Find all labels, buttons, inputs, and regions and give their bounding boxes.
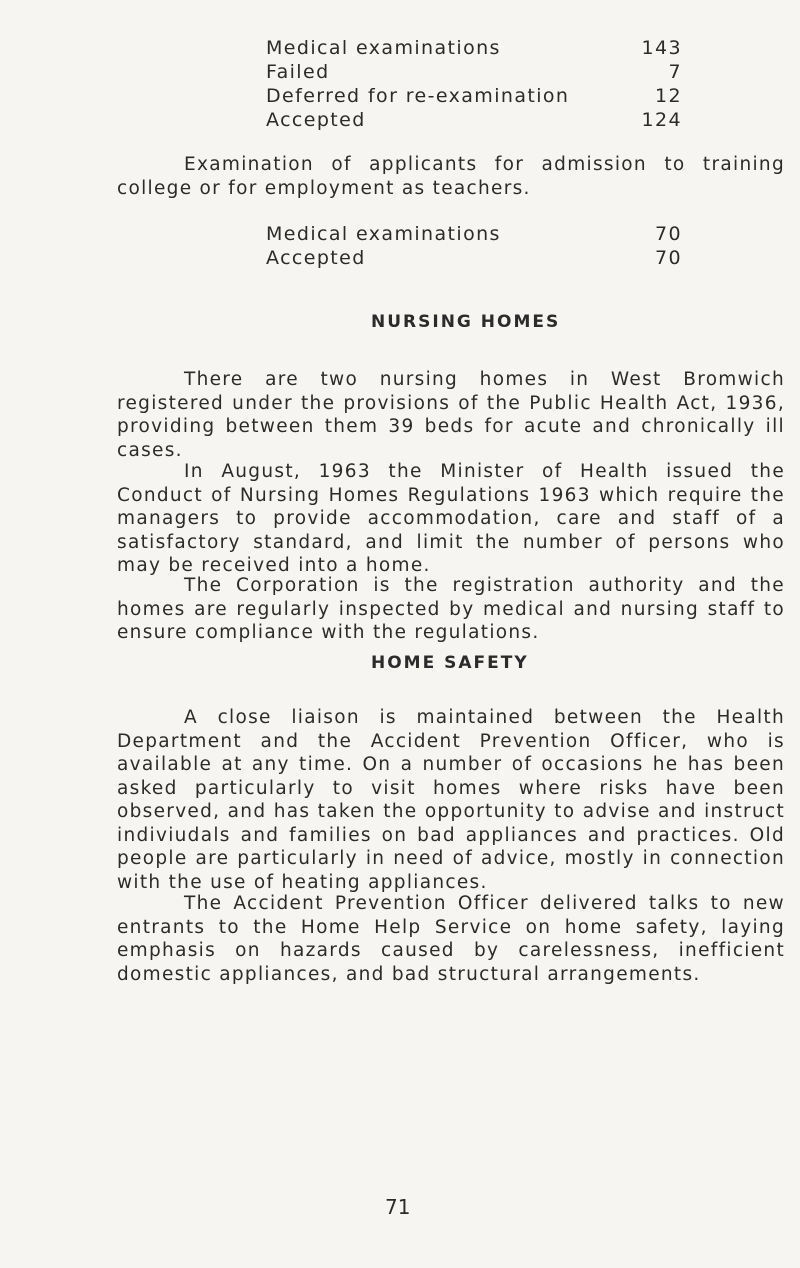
row-label: Medical examinations — [266, 37, 501, 59]
home-safety-heading: HOME SAFETY — [371, 653, 529, 673]
table-row — [266, 222, 682, 246]
nursing-homes-paragraph-2: In August, 1963 the Minister of Health issued the Conduct of Nursing Homes Regulations 1963 which require the managers to provide accommodation, care and staff of a satisfactory standard, and limit the number of persons who may be received into a home. — [117, 461, 785, 576]
table-row — [266, 246, 682, 270]
row-label: Medical examinations — [266, 223, 501, 245]
medical-examinations-table — [266, 36, 682, 132]
table-row — [266, 84, 682, 108]
row-label: Accepted — [266, 247, 366, 269]
home-safety-paragraph-1: A close liaison is maintained between the Health Department and the Accident Prevention Officer, who is available at any time. On a number of occasions he has been asked particularly to visit homes where risks have been observed, and has taken the opportunity to advise and instruct indiviudals and families on bad appliances and practices. Old people are particularly in need of advice, mostly in connection with the use of heating appliances. — [117, 707, 785, 893]
nursing-homes-paragraph-3: The Corporation is the registration authority and the homes are regularly inspected by medical and nursing staff to ensure compliance with the regulations. — [117, 575, 785, 643]
teacher-examinations-table — [266, 222, 682, 270]
table-row — [266, 108, 682, 132]
row-value: 70 — [655, 247, 682, 269]
page-number: 71 — [385, 1195, 411, 1219]
row-value: 124 — [641, 109, 682, 131]
row-value: 143 — [641, 37, 682, 59]
nursing-homes-paragraph-1: There are two nursing homes in West Bromwich registered under the provisions of the Public Health Act, 1936, providing between them 39 beds for acute and chronically ill cases. — [117, 369, 785, 461]
row-value: 12 — [655, 85, 682, 107]
row-value: 70 — [655, 223, 682, 245]
row-label: Failed — [266, 61, 330, 83]
row-label: Deferred for re-examination — [266, 85, 570, 107]
teacher-examination-intro: Examination of applicants for admission to training college or for employment as teachers. — [117, 154, 785, 199]
row-label: Accepted — [266, 109, 366, 131]
nursing-homes-heading: NURSING HOMES — [371, 312, 561, 332]
table-row — [266, 60, 682, 84]
row-value: 7 — [668, 61, 682, 83]
table-row — [266, 36, 682, 60]
home-safety-paragraph-2: The Accident Prevention Officer delivered talks to new entrants to the Home Help Service on home safety, laying emphasis on hazards caused by carelessness, inefficient domestic appliances, and bad structural arrangements. — [117, 893, 785, 985]
